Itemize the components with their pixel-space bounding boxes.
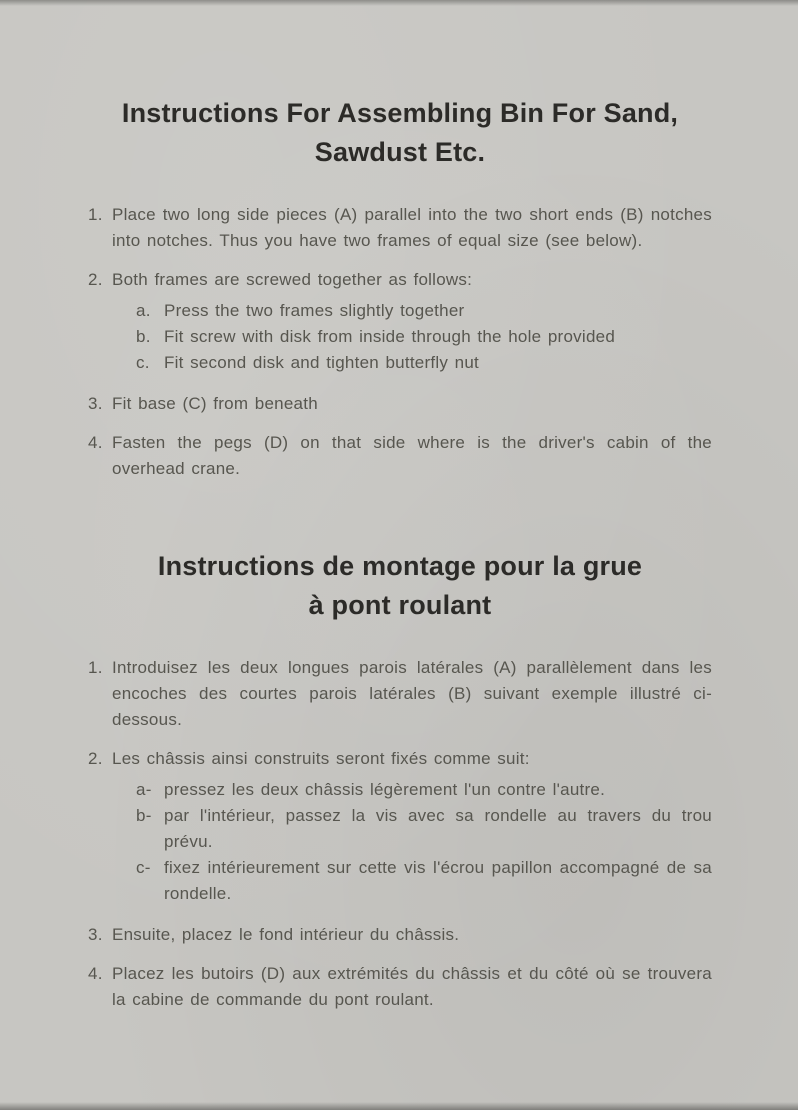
french-title [88, 495, 712, 625]
sub-instruction-item [136, 350, 712, 376]
item-text: Place two long side pieces (A) parallel into the two short ends (B) notches into notches. Thus you have two frames of equal size (see below). [112, 205, 712, 250]
sub-item-text: par l'intérieur, passez la vis avec sa rondelle au travers du trou prévu. [164, 806, 712, 851]
sub-item-letter: b. [136, 327, 151, 346]
sub-item-letter: a- [136, 780, 152, 799]
item-number: 4. [88, 964, 103, 983]
item-intro-text: Both frames are screwed together as follows: [112, 270, 473, 289]
instruction-item [88, 267, 712, 378]
french-section [88, 495, 712, 1013]
english-instruction-list [88, 202, 712, 482]
english-section [88, 0, 712, 482]
instruction-item [88, 655, 712, 733]
sub-instruction-item [136, 803, 712, 855]
sub-instruction-item [136, 777, 712, 803]
sub-instruction-list [136, 298, 712, 376]
instruction-item [88, 202, 712, 254]
french-instruction-list [88, 655, 712, 1013]
sub-item-text: pressez les deux châssis légèrement l'un contre l'autre. [164, 780, 606, 799]
french-title-line-1: Instructions de montage pour la grue [157, 551, 643, 581]
sub-instruction-item [136, 324, 712, 350]
item-number: 1. [88, 658, 103, 677]
item-text: Fit base (C) from beneath [112, 394, 318, 413]
item-number: 4. [88, 433, 103, 452]
item-text: Ensuite, placez le fond intérieur du châssis. [112, 925, 460, 944]
sub-item-text: Fit screw with disk from inside through the hole provided [164, 327, 616, 346]
sub-instruction-list [136, 777, 712, 907]
sub-item-text: Fit second disk and tighten butterfly nut [164, 353, 480, 372]
sub-item-letter: c- [136, 858, 151, 877]
sub-item-text: fixez intérieurement sur cette vis l'écrou papillon accompagné de sa rondelle. [164, 858, 712, 903]
item-text [112, 267, 712, 378]
item-text: Introduisez les deux longues parois latérales (A) parallèlement dans les encoches des courtes parois latérales (B) suivant exemple illustré ci-dessous. [112, 658, 712, 729]
sub-item-letter: a. [136, 301, 151, 320]
instruction-item [88, 961, 712, 1013]
item-number: 2. [88, 270, 103, 289]
sub-item-letter: c. [136, 353, 150, 372]
english-title-line-1: Instructions For Assembling Bin For Sand, [121, 98, 679, 128]
english-title [88, 0, 712, 172]
item-text: Fasten the pegs (D) on that side where is the driver's cabin of the overhead crane. [112, 433, 712, 478]
item-number: 2. [88, 749, 103, 768]
sub-item-text: Press the two frames slightly together [164, 301, 465, 320]
sub-instruction-item [136, 855, 712, 907]
item-number: 3. [88, 394, 103, 413]
instruction-item [88, 391, 712, 417]
instruction-item [88, 430, 712, 482]
french-title-line-2: à pont roulant [308, 590, 492, 620]
item-intro-text: Les châssis ainsi construits seront fixés comme suit: [112, 749, 530, 768]
instruction-item [88, 746, 712, 909]
item-number: 1. [88, 205, 103, 224]
english-title-line-2: Sawdust Etc. [314, 137, 486, 167]
item-number: 3. [88, 925, 103, 944]
sub-instruction-item [136, 298, 712, 324]
item-text [112, 746, 712, 909]
item-text: Placez les butoirs (D) aux extrémités du châssis et du côté où se trouvera la cabine de commande du pont roulant. [112, 964, 712, 1009]
instruction-item [88, 922, 712, 948]
sub-item-letter: b- [136, 806, 152, 825]
